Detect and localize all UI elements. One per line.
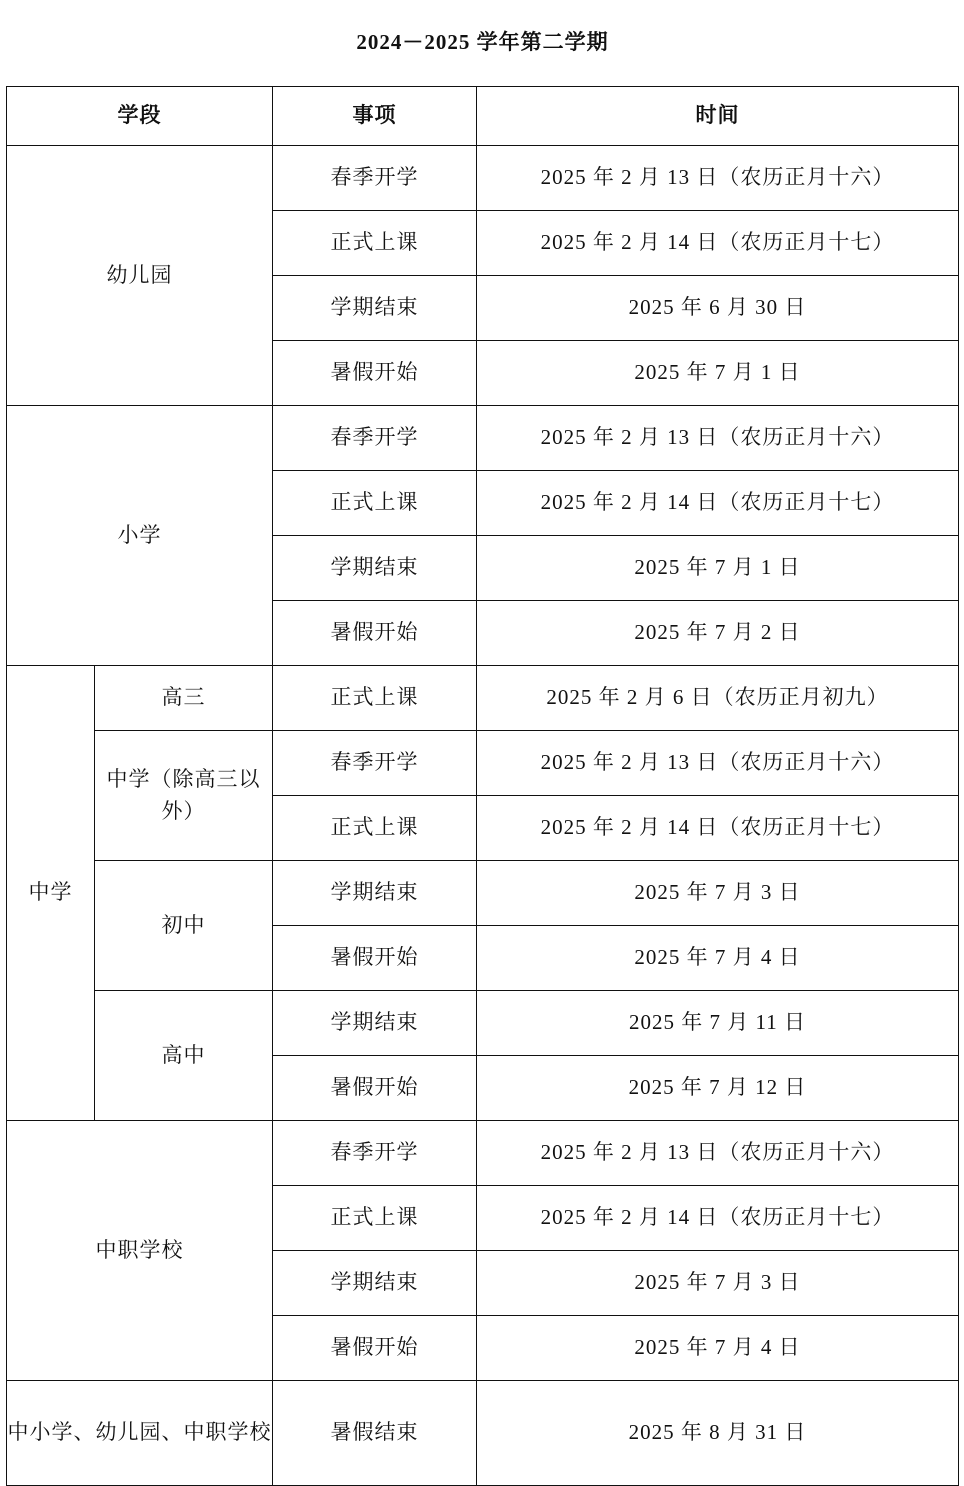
item-cell: 暑假开始 xyxy=(273,926,477,991)
table-row xyxy=(7,406,959,471)
school-calendar-table xyxy=(6,4,959,1486)
stage-all-schools: 中小学、幼儿园、中职学校 xyxy=(7,1381,273,1486)
item-cell: 正式上课 xyxy=(273,796,477,861)
table-row xyxy=(7,146,959,211)
item-cell: 暑假结束 xyxy=(273,1381,477,1486)
column-header-stage: 学段 xyxy=(7,87,273,146)
time-cell: 2025 年 2 月 13 日（农历正月十六） xyxy=(477,1121,959,1186)
table-row xyxy=(7,731,959,796)
item-cell: 春季开学 xyxy=(273,146,477,211)
item-cell: 暑假开始 xyxy=(273,1316,477,1381)
item-cell: 学期结束 xyxy=(273,276,477,341)
item-cell: 暑假开始 xyxy=(273,601,477,666)
time-cell: 2025 年 6 月 30 日 xyxy=(477,276,959,341)
time-cell: 2025 年 2 月 13 日（农历正月十六） xyxy=(477,406,959,471)
time-cell: 2025 年 7 月 12 日 xyxy=(477,1056,959,1121)
time-cell: 2025 年 7 月 11 日 xyxy=(477,991,959,1056)
item-cell: 春季开学 xyxy=(273,1121,477,1186)
item-cell: 正式上课 xyxy=(273,471,477,536)
stage-primary: 小学 xyxy=(7,406,273,666)
page-title: 2024－2025 学年第二学期 xyxy=(356,30,609,55)
stage-vocational: 中职学校 xyxy=(7,1121,273,1381)
time-cell: 2025 年 2 月 14 日（农历正月十七） xyxy=(477,1186,959,1251)
sub-stage-senior3: 高三 xyxy=(95,666,273,731)
item-cell: 学期结束 xyxy=(273,1251,477,1316)
sub-stage-middle-except-senior3: 中学（除高三以外） xyxy=(95,731,273,861)
item-cell: 学期结束 xyxy=(273,536,477,601)
time-cell: 2025 年 7 月 4 日 xyxy=(477,926,959,991)
table-row xyxy=(7,991,959,1056)
time-cell: 2025 年 2 月 14 日（农历正月十七） xyxy=(477,471,959,536)
time-cell: 2025 年 2 月 13 日（农历正月十六） xyxy=(477,731,959,796)
time-cell: 2025 年 7 月 3 日 xyxy=(477,861,959,926)
time-cell: 2025 年 2 月 14 日（农历正月十七） xyxy=(477,796,959,861)
time-cell: 2025 年 7 月 4 日 xyxy=(477,1316,959,1381)
table-row xyxy=(7,1381,959,1486)
sub-stage-junior: 初中 xyxy=(95,861,273,991)
column-header-item: 事项 xyxy=(273,87,477,146)
title-row xyxy=(7,4,959,87)
table-row xyxy=(7,1121,959,1186)
time-cell: 2025 年 2 月 6 日（农历正月初九） xyxy=(477,666,959,731)
calendar-document xyxy=(0,4,964,1483)
item-cell: 正式上课 xyxy=(273,211,477,276)
column-header-time: 时间 xyxy=(477,87,959,146)
stage-middle: 中学 xyxy=(7,666,95,1121)
item-cell: 学期结束 xyxy=(273,991,477,1056)
item-cell: 正式上课 xyxy=(273,666,477,731)
item-cell: 春季开学 xyxy=(273,731,477,796)
item-cell: 暑假开始 xyxy=(273,341,477,406)
header-row xyxy=(7,87,959,146)
time-cell: 2025 年 7 月 3 日 xyxy=(477,1251,959,1316)
table-row xyxy=(7,861,959,926)
time-cell: 2025 年 7 月 1 日 xyxy=(477,536,959,601)
time-cell: 2025 年 8 月 31 日 xyxy=(477,1381,959,1486)
time-cell: 2025 年 2 月 14 日（农历正月十七） xyxy=(477,211,959,276)
item-cell: 正式上课 xyxy=(273,1186,477,1251)
sub-stage-senior: 高中 xyxy=(95,991,273,1121)
item-cell: 暑假开始 xyxy=(273,1056,477,1121)
stage-kindergarten: 幼儿园 xyxy=(7,146,273,406)
time-cell: 2025 年 7 月 1 日 xyxy=(477,341,959,406)
table-row xyxy=(7,666,959,731)
time-cell: 2025 年 7 月 2 日 xyxy=(477,601,959,666)
time-cell: 2025 年 2 月 13 日（农历正月十六） xyxy=(477,146,959,211)
item-cell: 学期结束 xyxy=(273,861,477,926)
item-cell: 春季开学 xyxy=(273,406,477,471)
